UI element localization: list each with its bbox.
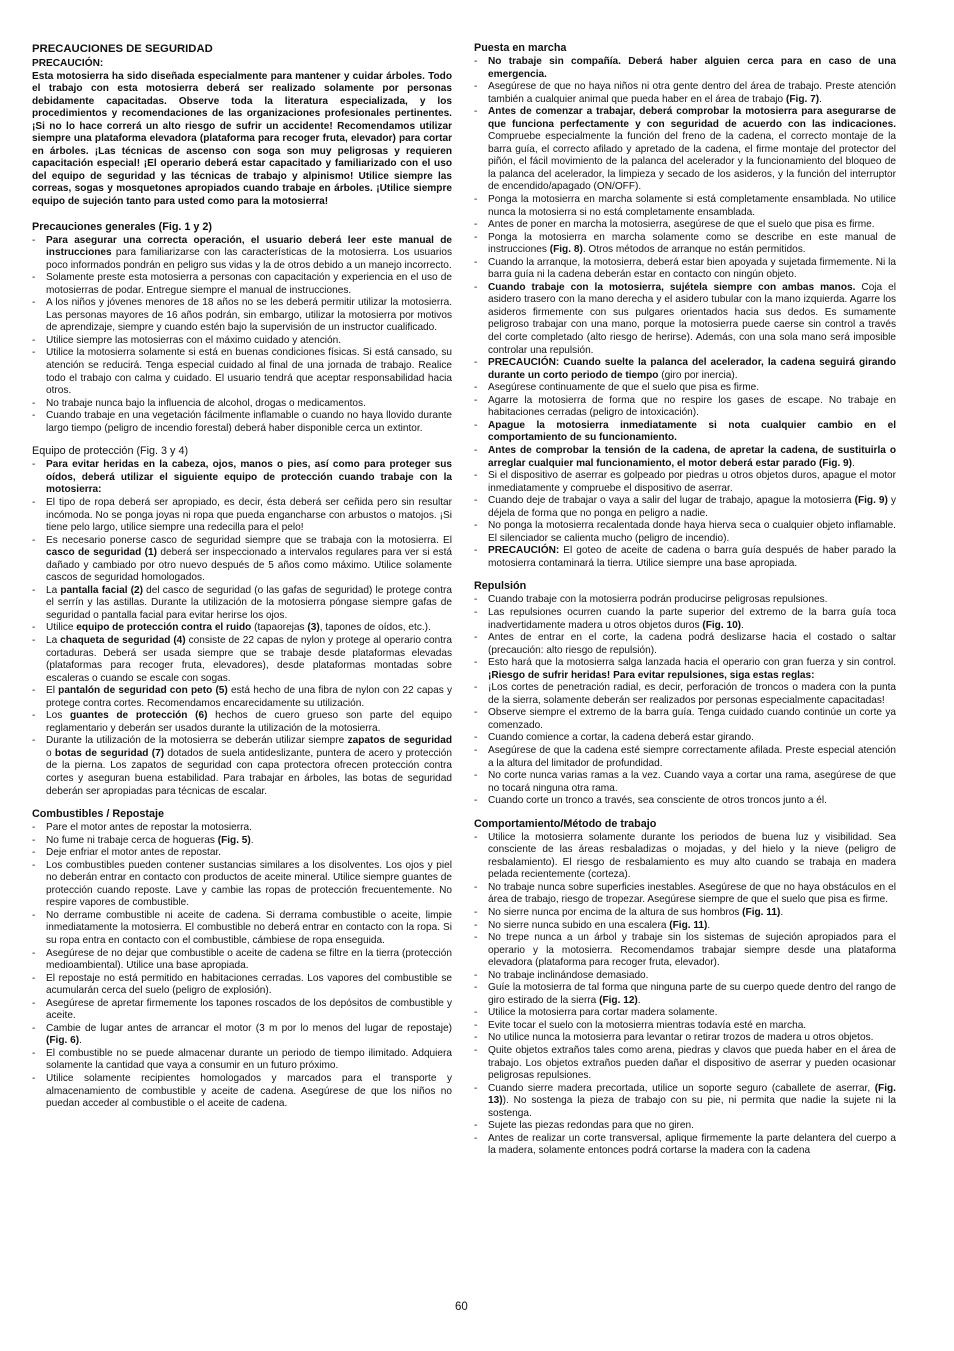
- bullet-dash: -: [474, 594, 478, 606]
- body-text: No sierre nunca subido en una escalera: [488, 919, 670, 931]
- body-text: No trabaje inclinándose demasiado.: [488, 969, 649, 981]
- list-item: [32, 710, 452, 735]
- bullet-dash: -: [474, 919, 478, 931]
- body-text: Solamente preste esta motosierra a personas con capacitación y experiencia en el uso de motosierras de podar. Entregue siempre el manual de instrucciones.: [46, 272, 452, 296]
- list-item: [474, 970, 896, 983]
- section-heading: Equipo de protección (Fig. 3 y 4): [32, 445, 189, 458]
- list-item: [474, 607, 896, 632]
- body-text: La: [46, 584, 61, 596]
- body-text: Asegúrese de que no haya niños ni otra gente dentro del área de trabajo. Preste atención también a cualquier animal que pueda haber en el área de trabajo: [488, 81, 896, 105]
- bullet-dash: -: [474, 632, 478, 644]
- bullet-dash: -: [32, 272, 36, 284]
- list-item: [32, 410, 452, 435]
- bold-text: (Fig. 11): [669, 919, 708, 931]
- bullet-dash: -: [32, 534, 36, 546]
- bullet-dash: -: [474, 394, 478, 406]
- body-text: Cuando deje de trabajar o vaya a salir del lugar de trabajo, apague la motosierra: [488, 495, 855, 507]
- body-text: Cuando sierre madera precortada, utilice un soporte seguro (caballete de aserrar,: [488, 1082, 875, 1094]
- bullet-dash: -: [32, 334, 36, 346]
- bold-text: No trabaje sin compañía. Deberá haber alguien cerca para en caso de una emergencia.: [488, 56, 896, 80]
- list-item: [32, 948, 452, 973]
- warning-text: Esta motosierra ha sido diseñada especialmente para mantener y cuidar árboles. Todo el trabajo con esta motosierra deberá ser realizado solamente por personas debidamente capacitadas. Observe toda la literatura especializada, y los procedimientos y recomendaciones de las organizaciones profesionales pertinentes. ¡Si no lo hace correrá un alto riesgo de sufrir un accidente! Recomendamos utilizar siempre una plataforma elevadora (plataforma para recoger fruta, elevador) para cortar en árboles. ¡Las técnicas de ascenso con soga son muy peligrosas y requieren capacitación especial! ¡El operario deberá estar capacitado y familiarizado con el uso del equipo de seguridad y las técnicas de trabajo y alpinismo! Utilice siempre las correas, sogas y mosquetones apropiados cuando trabaje en árboles. ¡Utilice siempre equipo de sujeción tanto para usted como para la motosierra!: [32, 70, 452, 208]
- body-text: Observe siempre el extremo de la barra guía. Tenga cuidado cuando continúe un corte ya comenzado.: [488, 707, 896, 731]
- body-text: . Otros métodos de arranque no están permitidos.: [582, 244, 806, 256]
- bullet-dash: -: [32, 735, 36, 747]
- list-item: [474, 1007, 896, 1020]
- bullet-dash: -: [474, 657, 478, 669]
- list-item: [32, 347, 452, 397]
- list-item: [32, 535, 452, 585]
- bullet-dash: -: [474, 1019, 478, 1031]
- bullet-dash: -: [474, 795, 478, 807]
- list-item: [474, 495, 896, 520]
- bullet-dash: -: [32, 834, 36, 846]
- list-item: [32, 297, 452, 335]
- list-item: [474, 732, 896, 745]
- bullet-dash: -: [32, 459, 36, 471]
- bold-text: equipo de protección contra el ruido: [76, 622, 252, 634]
- bullet-dash: -: [474, 419, 478, 431]
- bullet-dash: -: [32, 997, 36, 1009]
- list-item: [32, 735, 452, 798]
- body-text: No sierre nunca por encima de la altura de sus hombros: [488, 907, 743, 918]
- list-item: [32, 998, 452, 1023]
- bullet-list: [474, 832, 896, 1158]
- body-text: Cuando trabaje en una vegetación fácilmente inflamable o cuando no haya llovido durante largo tiempo (peligro de incendio forestal) deberá haber disponible cerca un extintor.: [46, 410, 452, 434]
- bullet-dash: -: [32, 909, 36, 921]
- list-item: [474, 257, 896, 282]
- body-text: Utilice solamente recipientes homologados y marcados para el transporte y almacenamiento de combustible y aceite de cadena. Asegúrese de que los niños no puedan acceder al combustible o el aceite de cadena.: [46, 1073, 452, 1110]
- bullet-dash: -: [32, 1022, 36, 1034]
- bullet-dash: -: [474, 256, 478, 268]
- body-text: A los niños y jóvenes menores de 18 años no se les deberá permitir utilizar la motosierra. Las personas mayores de 16 años podrán, sin embargo, utilizar la motosierra por motivos de aprendizaje, siempre y cuando estén bajo la supervisión de un instructor cualificado.: [46, 297, 452, 334]
- bold-text: (Fig. 7): [785, 93, 820, 105]
- bullet-dash: -: [474, 81, 478, 93]
- bold-text: chaqueta de seguridad (4): [60, 634, 186, 646]
- bullet-dash: -: [474, 744, 478, 756]
- bold-text: pantalón de seguridad con peto (5): [58, 685, 228, 697]
- body-text: Deje enfriar el motor antes de repostar.: [46, 847, 222, 859]
- body-text: Sujete las piezas redondas para que no giren.: [488, 1120, 694, 1132]
- body-text: Agarre la motosierra de forma que no respire los gases de escape. No trabaje en habitaciones cerradas (peligro de intoxicación).: [488, 394, 896, 419]
- body-text: La: [46, 634, 61, 646]
- body-text: hechos de cuero grueso son parte del equipo reglamentario y deberán ser usados durante la utilización de la motosierra.: [46, 710, 452, 734]
- body-text: Compruebe especialmente la función del freno de la cadena, el correcto montaje de la barra guía, el correcto afilado y apretado de la cadena, el firme montaje del protector del piñón, el fácil movimiento de la palanca del acelerador y la funcionamiento del bloqueo de la palanca del acelerador, la limpieza y secado de los asideros, y la función del interruptor de encendido/apagado (ON/OFF).: [488, 131, 896, 193]
- body-text: No ponga la motosierra recalentada donde haya hierva seca o cualquier objeto inflamable. El silenciador se calienta mucho (peligro de incendio).: [488, 520, 896, 544]
- bullet-dash: -: [474, 770, 478, 782]
- list-item: [32, 973, 452, 998]
- section-heading: Repulsión: [474, 580, 527, 593]
- list-item: [474, 420, 896, 445]
- bullet-dash: -: [474, 357, 478, 369]
- bullet-dash: -: [32, 496, 36, 508]
- bullet-dash: -: [474, 1007, 478, 1019]
- bullet-dash: -: [474, 732, 478, 744]
- bold-text: Para evitar heridas en la cabeza, ojos, manos o pies, así como para proteger sus oídos, deberá utilizar el siguiente equipo de protección cuando trabaje con la motosierra:: [46, 459, 452, 496]
- body-text: El goteo de aceite de cadena o barra guía después de haber parado la motosierra contaminará la tierra. Utilice siempre una base apropiada.: [488, 545, 896, 569]
- body-text: Pare el motor antes de repostar la motosierra.: [46, 822, 252, 834]
- body-text: Cuando trabaje con la motosierra podrán producirse peligrosas repulsiones.: [488, 594, 828, 606]
- section-combustibles-repostaje: [32, 808, 452, 1111]
- bold-text: Antes de comenzar a trabajar, deberá comprobar la motosierra para asegurarse de que funciona perfectamente y con seguridad de acuerdo con las indicaciones.: [488, 106, 896, 130]
- left-sections: [32, 221, 452, 1111]
- list-item: [474, 682, 896, 707]
- bullet-list: [32, 235, 452, 436]
- bullet-dash: -: [474, 1120, 478, 1132]
- list-item: [474, 1020, 896, 1033]
- list-item: [474, 81, 896, 106]
- bullet-dash: -: [474, 932, 478, 944]
- body-text: Quite objetos extraños tales como arena, piedras y clavos que pueda haber en el área de trabajo. Los objetos extraños pueden dañar el dispositivo de aserrar y pueden ocasionar peligrosas repulsiones.: [488, 1045, 896, 1082]
- list-item: [474, 56, 896, 81]
- body-text: No derrame combustible ni aceite de cadena. Si derrama combustible o aceite, limpie inmediatamente la motosierra. El combustible no deberá entrar en contacto con la ropa. Si su ropa entra en contacto con el combustible, cámbiese de ropa enseguida.: [46, 909, 452, 946]
- bullet-dash: -: [32, 622, 36, 634]
- bullet-dash: -: [474, 219, 478, 231]
- body-text: y déjela de forma que no ponga en peligro a nadie.: [488, 495, 896, 519]
- body-text: ¡Los cortes de penetración radial, es decir, perforación de troncos o madera con la punta de la sierra, solamente deberán ser realizados por personas especialmente capacitadas!: [488, 682, 896, 706]
- body-text: El tipo de ropa deberá ser apropiado, es decir, ésta deberá ser ceñida pero sin resultar incómoda. No se ponga joyas ni ropa que pueda engancharse con arbustos o matojos. ¡Si tiene pelo largo, utilice siempre una redecilla para el pelo!: [46, 496, 452, 534]
- bullet-list: [32, 822, 452, 1111]
- list-item: [474, 232, 896, 257]
- bullet-dash: -: [32, 859, 36, 871]
- section-puesta-en-marcha: [474, 42, 896, 570]
- body-text: Durante la utilización de la motosierra se deberán utilizar siempre: [46, 735, 348, 747]
- bullet-dash: -: [474, 444, 478, 456]
- bullet-dash: -: [474, 470, 478, 482]
- bullet-dash: -: [32, 234, 36, 246]
- list-item: [32, 835, 452, 848]
- bold-text: (Fig. 10): [702, 619, 742, 631]
- section-repulsion: [474, 580, 896, 807]
- bold-text: PRECAUCIÓN:: [488, 545, 560, 557]
- bullet-dash: -: [474, 495, 478, 507]
- body-text: No trepe nunca a un árbol y trabaje sin los sistemas de sujeción apropiados para el operario y la motosierra. Recomendamos trabajar siempre desde una plataforma elevadora (plataforma para recoger fruta, elevador).: [488, 932, 896, 969]
- bullet-dash: -: [32, 972, 36, 984]
- list-item: [474, 219, 896, 232]
- bullet-dash: -: [32, 947, 36, 959]
- body-text: Utilice la motosierra solamente si está en buenas condiciones físicas. Si está cansado, su atención se reducirá. Tenga especial cuidado al final de una jornada de trabajo. Realice todo el trabajo con calma y cuidado. El usuario tendrá que aceptar responsabilidad hacia otros.: [46, 347, 452, 397]
- list-item: [32, 635, 452, 685]
- bullet-dash: -: [32, 297, 36, 309]
- bold-text: Apague la motosierra inmediatamente si nota cualquier cambio en el comportamiento de su funcionamiento.: [488, 419, 896, 444]
- body-text: para familiarizarse con las características de la motosierra. Los usuarios poco informados pondrán en peligro sus vidas y la de otros debido a un manejo incorrecto.: [46, 247, 452, 271]
- section-heading: Precauciones generales (Fig. 1 y 2): [32, 220, 213, 233]
- bold-text: Antes de comprobar la tensión de la cadena, de apretar la cadena, de sustituirla o arreglar cualquier mal funcionamiento, el motor deberá estar parado (Fig. 9): [488, 444, 896, 469]
- section-heading: Comportamiento/Método de trabajo: [474, 817, 657, 830]
- body-text: .: [250, 834, 254, 846]
- bold-text: Cuando trabaje con la motosierra, sujétela siempre con ambas manos.: [488, 281, 856, 293]
- body-text: Utilice: [46, 622, 77, 634]
- list-item: [474, 770, 896, 795]
- body-text: Asegúrese de apretar firmemente los tapones roscados de los depósitos de combustible y aceite.: [46, 997, 452, 1022]
- body-text: Cuando comience a cortar, la cadena deberá estar girando.: [488, 732, 754, 744]
- bold-text: guantes de protección (6): [69, 710, 208, 722]
- left-column: [32, 42, 452, 1121]
- body-text: deberá ser inspeccionado a intervalos regulares para ver si está dañado y cambiado por otro nuevo después de 5 años como máximo. Utilice solamente cascos de seguridad homologados.: [46, 547, 453, 584]
- section-comportamiento-metodo-de-trabajo: [474, 818, 896, 1158]
- bullet-dash: -: [474, 382, 478, 394]
- list-item: [474, 282, 896, 357]
- list-item: [474, 657, 896, 682]
- body-text: No fume ni trabaje cerca de hogueras: [46, 834, 218, 846]
- manual-page: [32, 42, 896, 1322]
- body-text: Los combustibles pueden contener sustancias similares a los disolventes. Los ojos y piel no deberán entrar en contacto con productos de aceite mineral. Utilice siempre guantes de protección cuando reposte. Lave y cambie las ropas de protección frecuentemente. No respire vapores de combustible.: [46, 859, 452, 909]
- bullet-dash: -: [474, 881, 478, 893]
- list-item: [474, 795, 896, 808]
- body-text: Ponga la motosierra en marcha solamente como se describe en este manual de instrucciones: [488, 231, 896, 256]
- list-item: [32, 497, 452, 535]
- body-text: Los: [46, 710, 70, 722]
- bold-text: (Fig. 13): [488, 1082, 896, 1107]
- bullet-list: [32, 459, 452, 798]
- section-heading: Combustibles / Repostaje: [32, 808, 164, 821]
- bullet-dash: -: [474, 907, 478, 918]
- bullet-dash: -: [32, 685, 36, 697]
- bullet-list: [474, 594, 896, 807]
- bullet-dash: -: [32, 847, 36, 859]
- bullet-dash: -: [32, 410, 36, 422]
- bullet-dash: -: [474, 520, 478, 532]
- list-item: [474, 832, 896, 882]
- body-text: o: [46, 747, 55, 759]
- list-item: [32, 398, 452, 411]
- list-item: [474, 882, 896, 907]
- warning-label: PRECAUCIÓN:: [32, 58, 104, 69]
- body-text: dotados de suela antideslizante, puntera de acero y protección de la pierna. Los zapatos de seguridad con capa protectora ofrecen protección contra cortes y aseguran buena estabilidad. Para trabajar en árboles, las botas de seguridad deberán ser apropiadas para técnicas de escalar.: [46, 747, 453, 797]
- list-item: [474, 932, 896, 970]
- list-item: [474, 920, 896, 933]
- bold-text: (Fig. 11): [742, 907, 781, 918]
- bullet-dash: -: [474, 1082, 478, 1094]
- list-item: [474, 1032, 896, 1045]
- body-text: Si el dispositivo de aserrar es golpeado por piedras u otros objetos duros, apague el motor inmediatamente y compruebe el dispositivo de aserrar.: [488, 470, 896, 494]
- bullet-dash: -: [474, 831, 478, 843]
- list-item: [32, 822, 452, 835]
- body-text: ). No sostenga la pieza de trabajo con su pie, ni permita que nadie la sujete ni la sostenga.: [488, 1095, 896, 1119]
- list-item: [474, 1045, 896, 1083]
- body-text: consiste de 22 capas de nylon y protege al operario contra cortaduras. Deberá ser usada siempre que se trabaje desde plataformas elevadas (plataformas para recoger fruta, elevadores), desde plataformas montadas sobre escaleras o cuando se escale con sogas.: [46, 634, 452, 684]
- body-text: , tapones de oídos, etc.).: [319, 622, 431, 634]
- list-item: [474, 707, 896, 732]
- bold-text: ¡Riesgo de sufrir heridas!: [488, 669, 611, 681]
- right-column: [474, 42, 896, 1168]
- body-text: Asegúrese de que la cadena esté siempre correctamente afilada. Preste especial atención a la altura del limitador de profundidad.: [488, 744, 896, 769]
- list-item: [474, 1133, 896, 1158]
- body-text: .: [819, 93, 822, 105]
- body-text: Asegúrese continuamente de que el suelo que pisa es firme.: [488, 382, 760, 394]
- bullet-dash: -: [32, 347, 36, 359]
- bullet-dash: -: [474, 1132, 478, 1144]
- bullet-dash: -: [32, 397, 36, 409]
- bullet-dash: -: [474, 1045, 478, 1057]
- body-text: .: [741, 619, 744, 631]
- list-item: [474, 194, 896, 219]
- bullet-dash: -: [474, 281, 478, 293]
- bold-text: botas de seguridad (7): [54, 747, 165, 759]
- body-text: (giro por inercia).: [658, 369, 738, 381]
- list-item: [32, 1023, 452, 1048]
- bullet-dash: -: [474, 707, 478, 719]
- body-text: El repostaje no está permitido en habitaciones cerradas. Los vapores del combustible se acumularán cerca del suelo (peligro de explosión).: [46, 972, 452, 997]
- bullet-dash: -: [474, 606, 478, 618]
- list-item: [32, 272, 452, 297]
- bold-text: (3): [307, 622, 320, 634]
- page-number: 60: [455, 1301, 468, 1313]
- body-text: Ponga la motosierra en marcha solamente si está completamente ensamblada. No utilice nunca la motosierra si no está completamente ensamblada.: [488, 194, 896, 218]
- bold-text: (Fig. 6): [46, 1035, 80, 1047]
- body-text: Esto hará que la motosierra salga lanzada hacia el operario con gran fuerza y sin control.: [488, 657, 896, 669]
- list-item: [32, 1073, 452, 1111]
- list-item: [474, 357, 896, 382]
- list-item: [474, 982, 896, 1007]
- body-text: Las repulsiones ocurren cuando la parte superior del extremo de la barra guía toca inadvertidamente madera u otros objetos duros: [488, 606, 896, 631]
- list-item: [474, 745, 896, 770]
- list-item: [474, 445, 896, 470]
- section-heading: Puesta en marcha: [474, 42, 567, 54]
- list-item: [32, 335, 452, 348]
- bullet-dash: -: [474, 982, 478, 994]
- body-text: .: [79, 1035, 82, 1047]
- list-item: [474, 395, 896, 420]
- bold-text: zapatos de seguridad: [347, 735, 452, 747]
- bullet-dash: -: [32, 710, 36, 722]
- bold-text: (Fig. 12): [599, 994, 638, 1006]
- body-text: Cuando la arranque, la motosierra, deberá estar bien apoyada y sujetada firmemente. Ni la barra guía ni la cadena deberán estar en contacto con ningún objeto.: [488, 256, 896, 281]
- bullet-list: [474, 56, 896, 570]
- body-text: está hecho de una fibra de nylon con 22 capas y protege contra cortes. Recomendamos encarecidamente su utilización.: [46, 685, 452, 709]
- bullet-dash: -: [32, 1073, 36, 1085]
- right-sections: [474, 42, 896, 1158]
- bullet-dash: -: [32, 822, 36, 834]
- bullet-dash: -: [474, 194, 478, 206]
- body-text: Asegúrese de no dejar que combustible o aceite de cadena se filtre en la tierra (protección medioambiental). Utilice una base apropiada.: [46, 947, 452, 972]
- bold-text: (Fig. 8): [549, 244, 583, 256]
- bold-text: (Fig. 5): [217, 834, 251, 846]
- list-item: [32, 235, 452, 273]
- list-item: [474, 1120, 896, 1133]
- bold-text: pantalla facial (2): [60, 584, 144, 596]
- list-item: [32, 459, 452, 497]
- bold-text: (Fig. 9): [854, 495, 888, 507]
- list-item: [32, 622, 452, 635]
- list-item: [32, 860, 452, 910]
- body-text: No utilice nunca la motosierra para levantar o retirar trozos de madera u otros objetos.: [488, 1032, 874, 1044]
- section-precauciones-generales-fig-1-y-2: [32, 221, 452, 436]
- list-item: [474, 106, 896, 194]
- body-text: Utilice la motosierra solamente durante los periodos de buena luz y visibilidad. Sea consciente de las áreas resbaladizas o mojadas, y del hielo y la nieve (peligro de resbalamiento). El riesgo de resbalamiento es muy alto cuando se trabaja en madera pelada recientemente (corteza).: [488, 831, 896, 881]
- section-equipo-de-proteccion-fig-3-y-4: [32, 445, 452, 798]
- body-text: Utilice siempre las motosierras con el máximo cuidado y atención.: [46, 334, 342, 346]
- bullet-dash: -: [474, 56, 478, 67]
- list-item: [32, 847, 452, 860]
- body-text: El combustible no se puede almacenar durante un periodo de tiempo ilimitado. Adquiera solamente la cantidad que vaya a consumir en un futuro próximo.: [46, 1047, 452, 1072]
- bold-text: casco de seguridad (1): [46, 547, 158, 559]
- bullet-dash: -: [474, 231, 478, 243]
- list-item: [32, 910, 452, 948]
- page-title: PRECAUCIONES DE SEGURIDAD: [32, 43, 213, 55]
- bullet-dash: -: [474, 545, 478, 557]
- body-text: Utilice la motosierra para cortar madera solamente.: [488, 1007, 718, 1019]
- list-item: [32, 585, 452, 623]
- list-item: [474, 470, 896, 495]
- bullet-dash: -: [32, 584, 36, 596]
- bold-text: PRECAUCIÓN: Cuando suelte la palanca del acelerador, la cadena seguirá girando durante un corto periodo de tiempo: [488, 357, 896, 381]
- list-item: [474, 1083, 896, 1121]
- body-text: Evite tocar el suelo con la motosierra mientras todavía esté en marcha.: [488, 1019, 807, 1031]
- body-text: Antes de poner en marcha la motosierra, asegúrese de que el suelo que pisa es firme.: [488, 219, 875, 231]
- list-item: [32, 685, 452, 710]
- body-text: El: [46, 685, 59, 697]
- body-text: Antes de entrar en el corte, la cadena podrá deslizarse hacia el costado o saltar (precaución: alto riesgo de repulsión).: [488, 632, 896, 656]
- list-item: [474, 907, 896, 920]
- body-text: .: [852, 457, 855, 469]
- bullet-dash: -: [474, 969, 478, 981]
- bullet-dash: -: [32, 634, 36, 646]
- body-text: No corte nunca varias ramas a la vez. Cuando vaya a cortar una rama, asegúrese de que no tocará ninguna otra rama.: [488, 770, 896, 794]
- body-text: del casco de seguridad (o las gafas de seguridad) le protege contra el serrín y las astillas. Durante la utilización de la motosierra póngase siempre gafas de seguridad o pantalla facial para evitar herirse los ojos.: [46, 584, 452, 621]
- body-text: Guíe la motosierra de tal forma que ninguna parte de su cuerpo quede dentro del rango de giro estirado de la sierra: [488, 982, 896, 1006]
- body-text: No trabaje nunca bajo la influencia de alcohol, drogas o medicamentos.: [46, 397, 366, 409]
- list-item: [32, 1048, 452, 1073]
- body-text: .: [707, 919, 711, 931]
- list-item: [474, 382, 896, 395]
- body-text: Antes de realizar un corte transversal, aplique firmemente la parte delantera del cuerpo a la madera, solamente entonces podrá cortarse la madera con la cadena: [488, 1132, 896, 1157]
- bullet-dash: -: [32, 1047, 36, 1059]
- bold-text: Para evitar repulsiones, siga estas reglas:: [613, 669, 815, 681]
- list-item: [474, 520, 896, 545]
- bullet-dash: -: [474, 106, 478, 118]
- body-text: (tapaorejas: [251, 622, 308, 634]
- body-text: .: [637, 994, 641, 1006]
- body-text: Cambie de lugar antes de arrancar el motor (3 m por lo menos del lugar de repostaje): [46, 1022, 452, 1034]
- body-text: Es necesario ponerse casco de seguridad siempre que se trabaja con la motosierra. El: [46, 534, 452, 546]
- body-text: No trabaje nunca sobre superficies inestables. Asegúrese de que no haya obstáculos en el área de trabajo, riesgo de tropezar. Asegúrese siempre de que el suelo que pisa es firme.: [488, 881, 896, 906]
- body-text: .: [780, 907, 784, 918]
- body-text: Cuando corte un tronco a través, sea consciente de otros troncos junto a él.: [488, 795, 827, 807]
- bullet-dash: -: [474, 1032, 478, 1044]
- list-item: [474, 594, 896, 607]
- bullet-dash: -: [474, 682, 478, 694]
- bold-text: Para asegurar una correcta operación, el usuario deberá leer este manual de instrucciones: [46, 234, 452, 259]
- body-text: Coja el asidero trasero con la mano derecha y el asidero tubular con la mano izquierda. Agarre los asideros firmemente con sus pulgares orientados hacia sus dedos. Es sumamente peligroso trabajar con una mano, porque la motosierra puede caerse sin control a través del corte completado (alto riesgo de herirse). Además, con una sola mano será imposible controlar una repulsión.: [488, 281, 897, 356]
- list-item: [474, 632, 896, 657]
- list-item: [474, 545, 896, 570]
